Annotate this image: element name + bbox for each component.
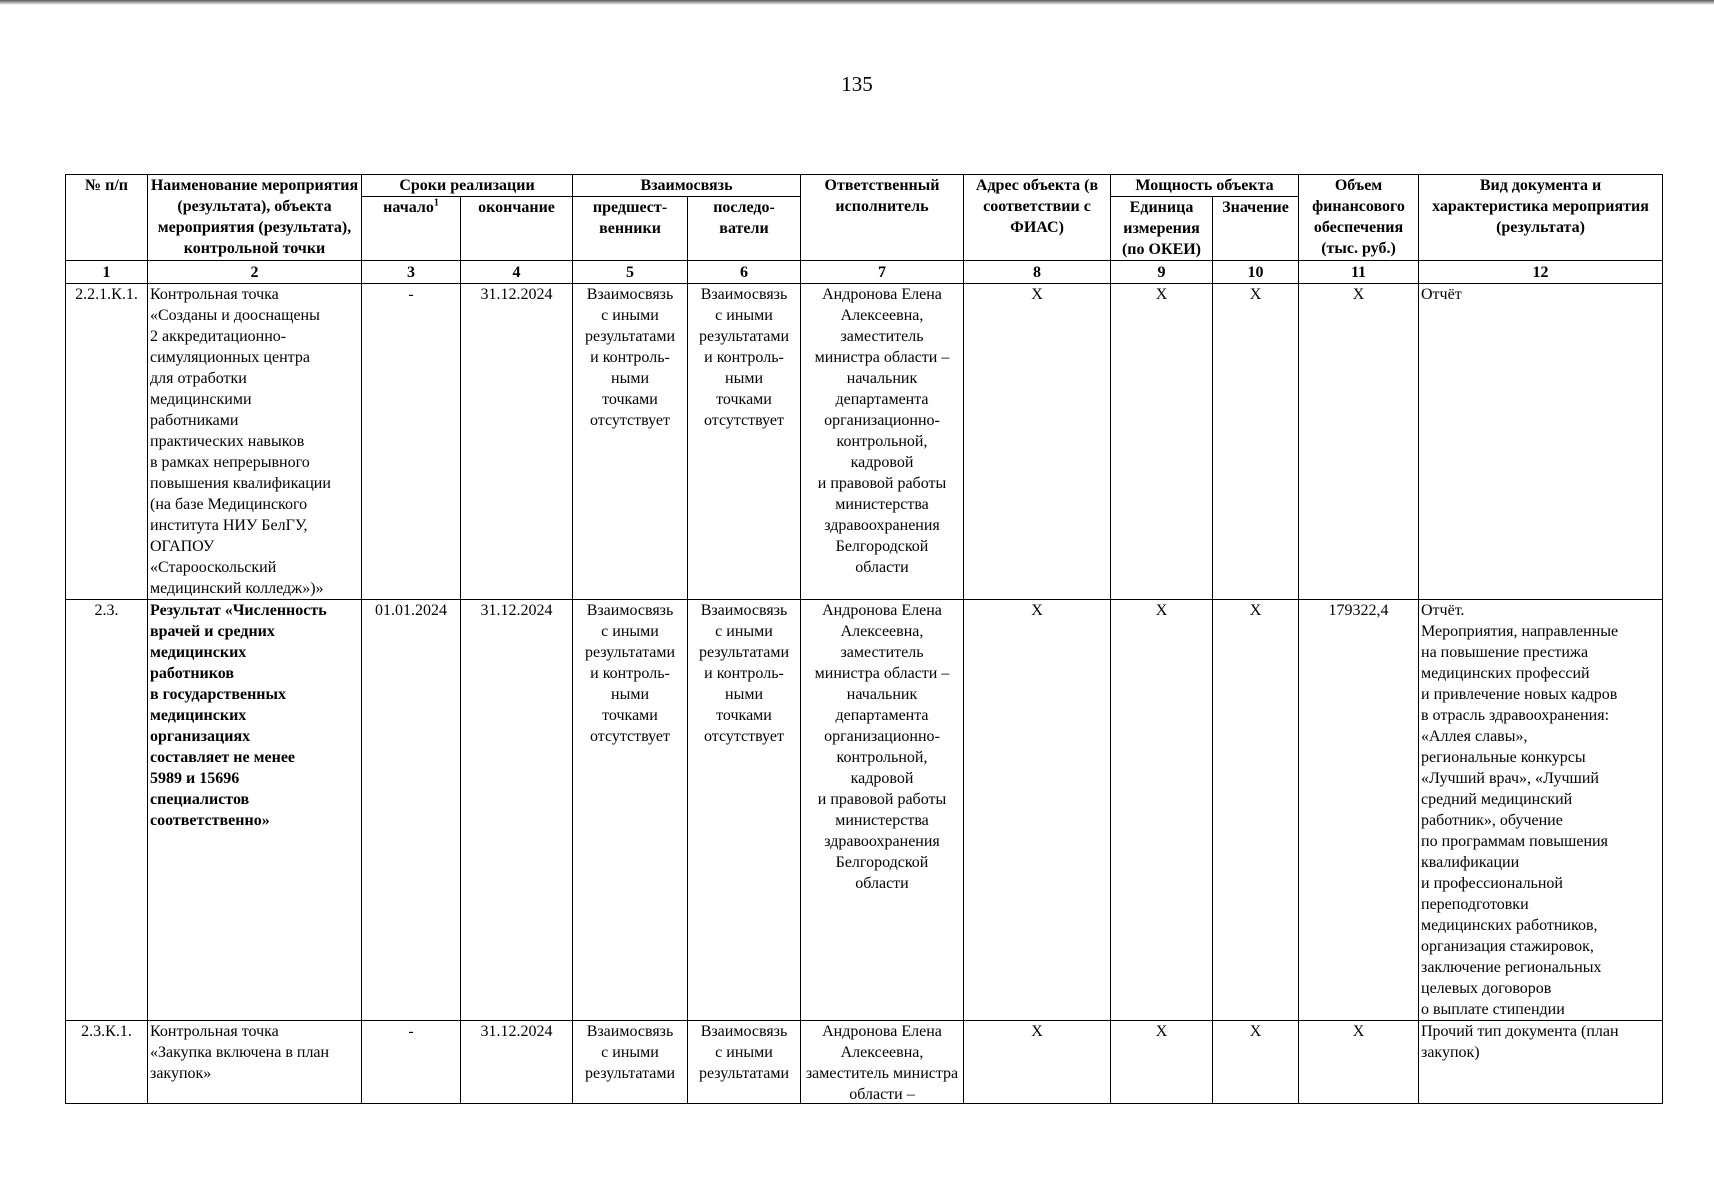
cell-start: - (362, 284, 461, 600)
cell-finance: Х (1299, 284, 1419, 600)
column-number: 10 (1213, 261, 1299, 284)
cell-num: 2.3.К.1. (66, 1021, 148, 1104)
cell-address: Х (964, 600, 1111, 1021)
cell-end: 31.12.2024 (461, 1021, 573, 1104)
table-row (66, 284, 1663, 600)
cell-predecessors: Взаимосвязь с иными результатами и контроль- ными точками отсутствует (573, 600, 688, 1021)
header-end: окончание (461, 197, 573, 261)
column-number: 12 (1419, 261, 1663, 284)
header-unit: Единица измерения (по ОКЕИ) (1111, 197, 1213, 261)
header-responsible: Ответственный исполнитель (801, 175, 964, 261)
cell-responsible: Андронова Елена Алексеевна, заместитель министра области – начальник департамента организационно- контрольной, кадровой и правовой работы министерства здравоохранения Белгородской области (801, 600, 964, 1021)
cell-num: 2.3. (66, 600, 148, 1021)
footnote-marker: 1 (433, 197, 439, 209)
plan-table (65, 174, 1663, 1104)
cell-value: Х (1213, 284, 1299, 600)
table-row (66, 600, 1663, 1021)
cell-document: Отчёт (1419, 284, 1663, 600)
cell-finance: Х (1299, 1021, 1419, 1104)
column-number: 3 (362, 261, 461, 284)
column-number: 7 (801, 261, 964, 284)
cell-name: Результат «Численность врачей и средних медицинских работников в государственных медицинских организациях составляет не менее 5989 и 15696 специалистов соответственно» (148, 600, 362, 1021)
cell-document: Прочий тип документа (план закупок) (1419, 1021, 1663, 1104)
column-number: 6 (688, 261, 801, 284)
column-number: 8 (964, 261, 1111, 284)
header-finance: Объем финансового обеспечения (тыс. руб.) (1299, 175, 1419, 261)
header-value: Значение (1213, 197, 1299, 261)
header-successors: последо- ватели (688, 197, 801, 261)
scan-edge (0, 0, 1714, 5)
header-row-top (66, 175, 1663, 197)
cell-successors: Взаимосвязь с иными результатами (688, 1021, 801, 1104)
header-predecessors: предшест- венники (573, 197, 688, 261)
cell-name: Контрольная точка «Созданы и дооснащены 2 аккредитационно- симуляционных центра для отработки медицинскими работниками практических навыков в рамках непрерывного повышения квалификации (на базе Медицинского института НИУ БелГУ, ОГАПОУ «Старооскольский медицинский колледж»)» (148, 284, 362, 600)
cell-responsible: Андронова Елена Алексеевна, заместитель министра области – начальник департамента организационно- контрольной, кадровой и правовой работы министерства здравоохранения Белгородской области (801, 284, 964, 600)
cell-address: Х (964, 284, 1111, 600)
cell-start: 01.01.2024 (362, 600, 461, 1021)
header-document: Вид документа и характеристика мероприятия (результата) (1419, 175, 1663, 261)
cell-predecessors: Взаимосвязь с иными результатами и контроль- ными точками отсутствует (573, 284, 688, 600)
header-terms: Сроки реализации (362, 175, 573, 197)
cell-address: Х (964, 1021, 1111, 1104)
cell-finance: 179322,4 (1299, 600, 1419, 1021)
cell-start: - (362, 1021, 461, 1104)
column-number: 5 (573, 261, 688, 284)
cell-name: Контрольная точка «Закупка включена в план закупок» (148, 1021, 362, 1104)
cell-predecessors: Взаимосвязь с иными результатами (573, 1021, 688, 1104)
header-start-label: начало (383, 199, 434, 216)
column-number: 4 (461, 261, 573, 284)
cell-unit: Х (1111, 1021, 1213, 1104)
header-start (362, 197, 461, 261)
page-number: 135 (841, 72, 873, 96)
header-address: Адрес объекта (в соответствии с ФИАС) (964, 175, 1111, 261)
cell-end: 31.12.2024 (461, 600, 573, 1021)
cell-successors: Взаимосвязь с иными результатами и контроль- ными точками отсутствует (688, 600, 801, 1021)
header-name: Наименование мероприятия (результата), объекта мероприятия (результата), контрольной точки (148, 175, 362, 261)
cell-unit: Х (1111, 284, 1213, 600)
cell-num: 2.2.1.К.1. (66, 284, 148, 600)
cell-document: Отчёт. Мероприятия, направленные на повышение престижа медицинских профессий и привлечение новых кадров в отрасль здравоохранения: «Аллея славы», региональные конкурсы «Лучший врач», «Лучший средний медицинский работник», обучение по программам повышения квалификации и профессиональной переподготовки медицинских работников, организация стажировок, заключение региональных целевых договоров о выплате стипендии (1419, 600, 1663, 1021)
column-number: 2 (148, 261, 362, 284)
header-capacity: Мощность объекта (1111, 175, 1299, 197)
table-row (66, 1021, 1663, 1104)
column-number-row (66, 261, 1663, 284)
header-link: Взаимосвязь (573, 175, 801, 197)
cell-end: 31.12.2024 (461, 284, 573, 600)
column-number: 11 (1299, 261, 1419, 284)
cell-value: Х (1213, 600, 1299, 1021)
cell-successors: Взаимосвязь с иными результатами и контроль- ными точками отсутствует (688, 284, 801, 600)
cell-responsible-text: Андронова Елена Алексеевна, заместитель министра области – (805, 1023, 959, 1103)
header-num: № п/п (66, 175, 148, 261)
column-number: 9 (1111, 261, 1213, 284)
cell-responsible (801, 1021, 964, 1104)
cell-value: Х (1213, 1021, 1299, 1104)
cell-unit: Х (1111, 600, 1213, 1021)
column-number: 1 (66, 261, 148, 284)
